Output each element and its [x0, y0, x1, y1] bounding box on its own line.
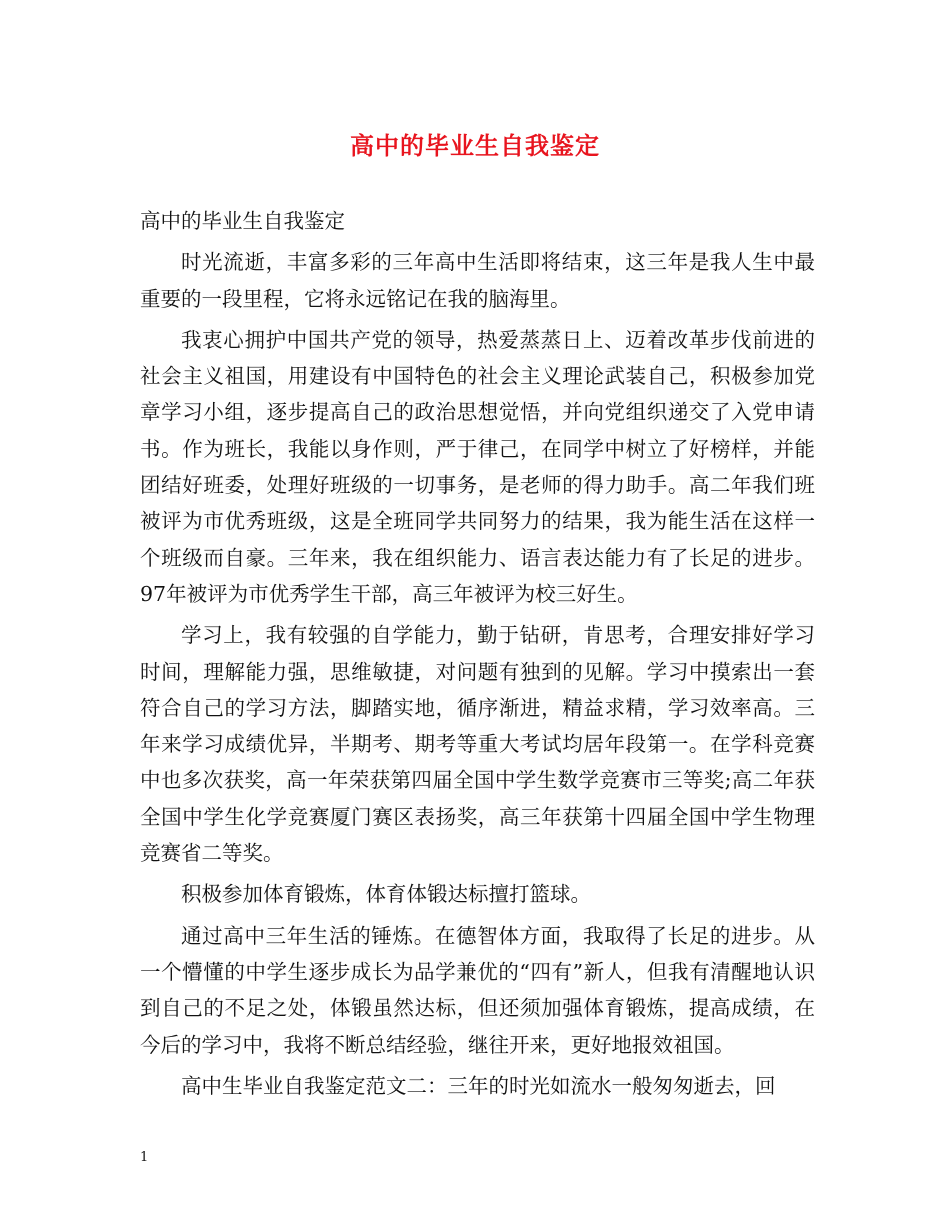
- paragraph: 学习上，我有较强的自学能力，勤于钻研，肯思考，合理安排好学习时间，理解能力强，思维敏捷，对问题有独到的见解。学习中摸索出一套符合自己的学习方法，脚踏实地，循序渐进，精益求精，学习效率高。三年来学习成绩优异，半期考、期考等重大考试均居年段第一。在学科竞赛中也多次获奖，高一年荣获第四届全国中学生数学竞赛市三等奖;高二年获全国中学生化学竞赛厦门赛区表扬奖，高三年获第十四届全国中学生物理竞赛省二等奖。: [140, 623, 815, 866]
- paragraph: 积极参加体育锻炼，体育体锻达标擅打篮球。: [181, 882, 591, 907]
- document-body: [140, 203, 815, 1109]
- paragraph-heading: 高中的毕业生自我鉴定: [140, 209, 345, 233]
- paragraph: 时光流逝，丰富多彩的三年高中生活即将结束，这三年是我人生中最重要的一段里程，它将永远铭记在我的脑海里。: [140, 250, 815, 311]
- paragraph: 高中生毕业自我鉴定范文二：三年的时光如流水一般匆匆逝去，回: [181, 1073, 776, 1098]
- page-number: 1: [140, 1150, 149, 1165]
- paragraph: 通过高中三年生活的锤炼。在德智体方面，我取得了长足的进步。从一个懵懂的中学生逐步成长为品学兼优的“四有”新人，但我有清醒地认识到自己的不足之处，体锻虽然达标，但还须加强体育锻炼，提高成绩，在今后的学习中，我将不断总结经验，继往开来，更好地报效祖国。: [140, 923, 815, 1057]
- paragraph: 我衷心拥护中国共产党的领导，热爱蒸蒸日上、迈着改革步伐前进的社会主义祖国，用建设有中国特色的社会主义理论武装自己，积极参加党章学习小组，逐步提高自己的政治思想觉悟，并向党组织递交了入党申请书。作为班长，我能以身作则，严于律己，在同学中树立了好榜样，并能团结好班委，处理好班级的一切事务，是老师的得力助手。高二年我们班被评为市优秀班级，这是全班同学共同努力的结果，我为能生活在这样一个班级而自豪。三年来，我在组织能力、语言表达能力有了长足的进步。97年被评为市优秀学生干部，高三年被评为校三好生。: [140, 327, 815, 606]
- document-title: 高中的毕业生自我鉴定: [350, 131, 600, 160]
